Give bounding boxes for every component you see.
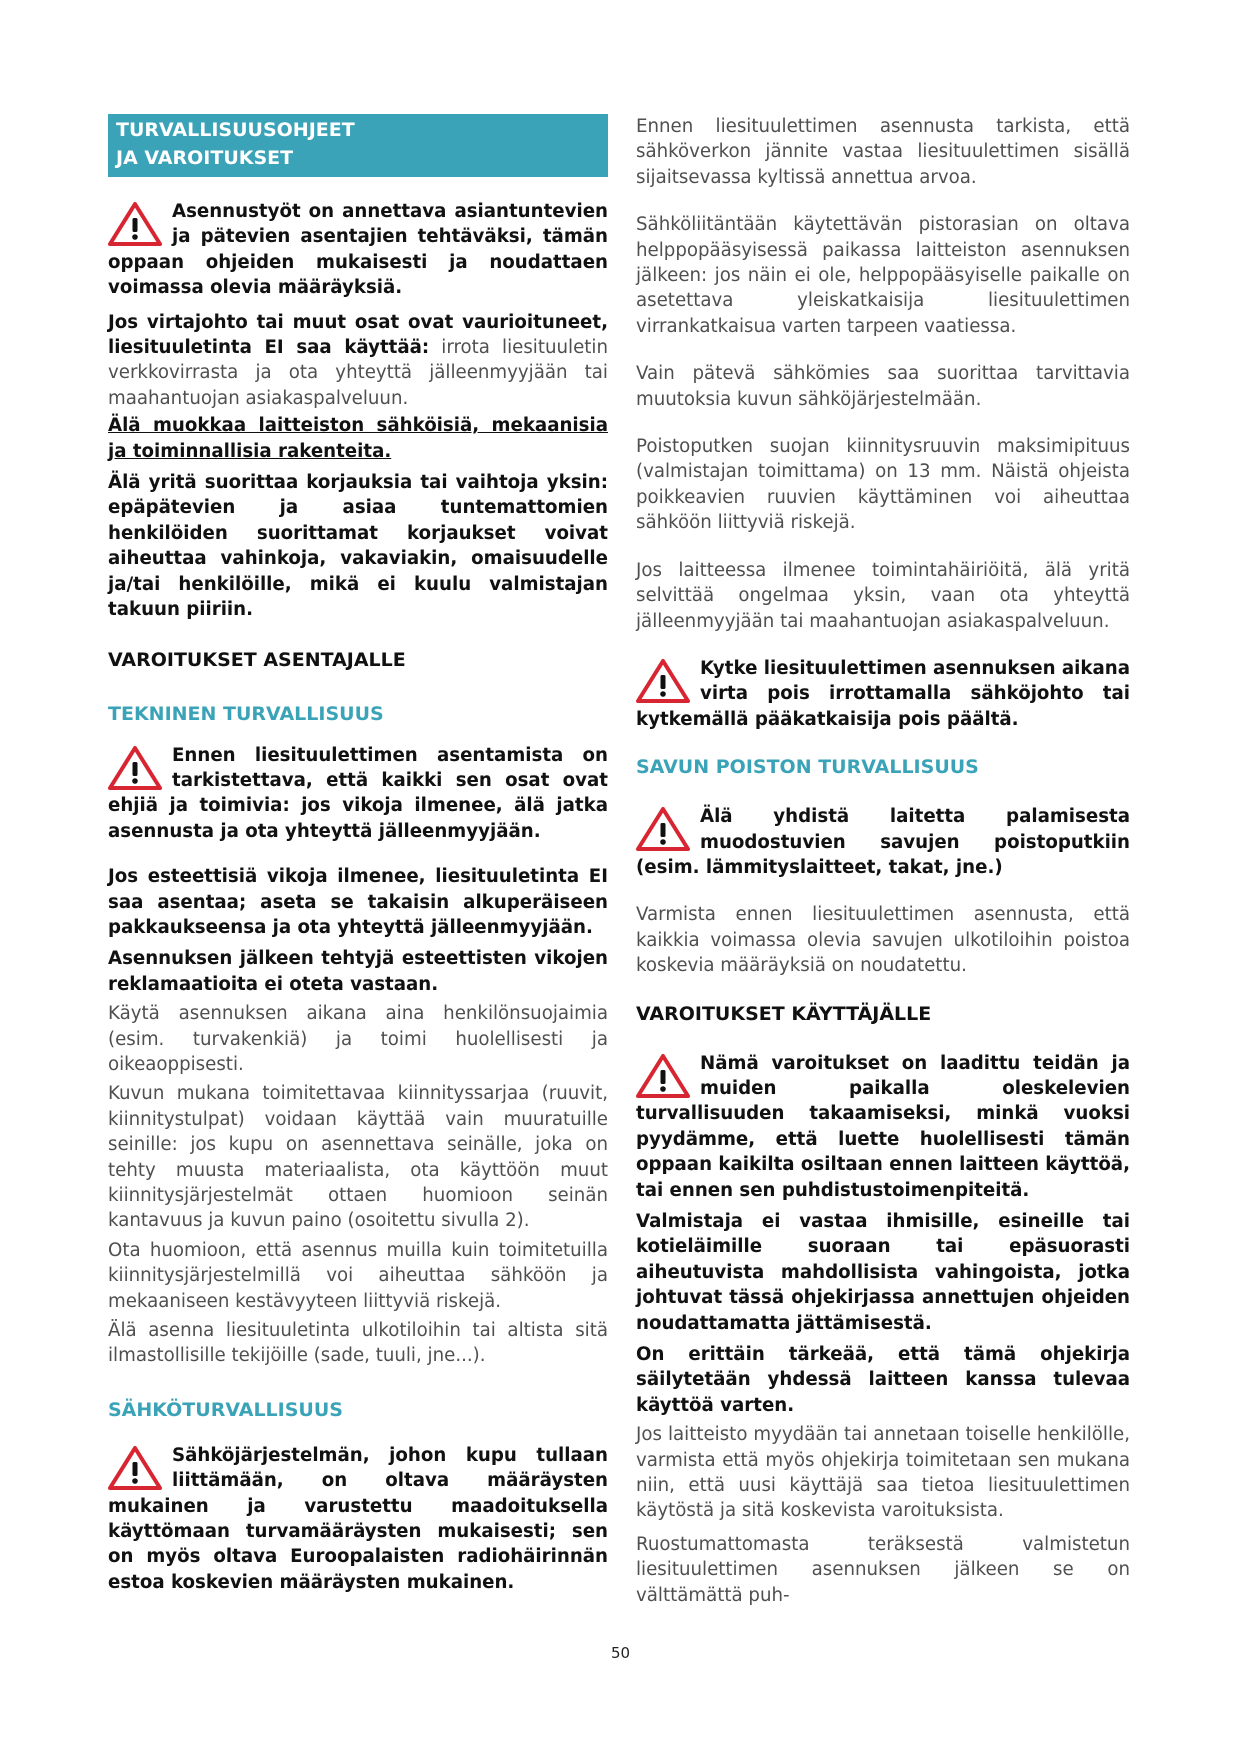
paragraph-damaged-cable bbox=[108, 310, 608, 412]
damaged-cable-bold: Jos virtajohto tai muut osat ovat vaurioituneet, liesituuletinta EI saa käyttää: bbox=[108, 311, 608, 359]
warning-block-flue bbox=[636, 804, 1130, 880]
warning-triangle-icon bbox=[636, 806, 690, 852]
heading-electrical-safety: SÄHKÖTURVALLISUUS bbox=[108, 1398, 343, 1421]
warning-text-user: Nämä varoitukset on laadittu teidän ja muiden paikalla oleskelevien turvallisuuden takaamiseksi, minkä vuoksi pyydämme, että luette huolellisesti tämän oppaan kaikilta osiltaan ennen laitteen käyttöä, tai ennen sen puhdistustoimenpiteitä. bbox=[636, 1052, 1130, 1201]
paragraph-keep-manual: On erittäin tärkeää, että tämä ohjekirja säilytetään yhdessä laitteen kanssa tulevaa käyttöä varten. bbox=[636, 1344, 1130, 1416]
warning-text-installation: Asennustyöt on annettava asiantuntevien ja pätevien asentajien tehtäväksi, tämän oppaan ohjeiden mukaisesti ja noudattaen voimassa olevia määräyksiä. bbox=[108, 201, 608, 299]
paragraph-no-modifications: Älä muokkaa laitteiston sähköisiä, mekaanisia ja toiminnallisia rakenteita. bbox=[108, 415, 608, 462]
warning-block-power-off bbox=[636, 656, 1130, 732]
section-header-line1: TURVALLISUUSOHJEET bbox=[116, 119, 355, 141]
warning-triangle-icon bbox=[108, 745, 162, 791]
heading-smoke-safety: SAVUN POISTON TURVALLISUUS bbox=[636, 756, 979, 779]
warning-triangle-icon bbox=[108, 1445, 162, 1491]
warning-text-flue: Älä yhdistä laitetta palamisesta muodostuvien savujen poistoputkiin (esim. lämmityslaitteet, takat, jne.) bbox=[636, 806, 1130, 878]
paragraph-electrician: Vain pätevä sähkömies saa suorittaa tarvittavia muutoksia kuvun sähköjärjestelmään. bbox=[636, 363, 1130, 410]
warning-block-installation bbox=[108, 199, 608, 301]
paragraph-screw-length: Poistoputken suojan kiinnitysruuvin maksimipituus (valmistajan toimittama) on 13 mm. Näistä ohjeista poikkeavien ruuvien käyttäminen voi aiheuttaa sähköön liittyviä riskejä. bbox=[636, 436, 1130, 534]
paragraph-malfunction: Jos laitteessa ilmenee toimintahäiriöitä, älä yritä selvittää ongelmaa yksin, vaan ota yhteyttä jälleenmyyjään tai maahantuojan asiakaspalveluun. bbox=[636, 559, 1130, 632]
warning-text-electrical: Sähköjärjestelmän, johon kupu tullaan liittämään, on oltava määräysten mukainen ja varustettu maadoituksella käyttömaan turvamääräysten mukaisesti; sen on myös oltava Euroopalaisten radiohäirinnän estoa koskevien määräysten mukainen. bbox=[108, 1444, 608, 1593]
paragraph-voltage: Ennen liesituulettimen asennusta tarkista, että sähköverkon jännite vastaa liesituulettimen sisällä sijaitsevassa kyltissä annettua arvoa. bbox=[636, 116, 1130, 188]
paragraph-socket: Sähköliitäntään käytettävän pistorasian on oltava helppopääsyisessä paikassa laitteiston asennuksen jälkeen: jos näin ei ole, helppopääsyiselle paikalle on asetettava yleiskatkaisija liesituulettimen virrankatkaisua varten tarpeen vaatiessa. bbox=[636, 214, 1130, 337]
warning-triangle-icon bbox=[636, 658, 690, 704]
paragraph-stainless-steel: Ruostumattomasta teräksestä valmistetun liesituulettimen asennuksen jälkeen se on välttämättä puh- bbox=[636, 1533, 1130, 1606]
paragraph-fixing-kit: Kuvun mukana toimitettavaa kiinnityssarjaa (ruuvit, kiinnitystulpat) voidaan käyttää vain muuratuille seinille: jos kupu on asennettava seinälle, joka on tehty muusta materiaalista, ota käyttöön muut kiinnitysjärjestelmät ottaen huomioon seinän kantavuus ja kuvun paino (osoitettu sivulla 2). bbox=[108, 1083, 608, 1232]
warning-triangle-icon bbox=[636, 1053, 690, 1099]
paragraph-aesthetic-defects: Jos esteettisiä vikoja ilmenee, liesituuletinta EI saa asentaa; aseta se takaisin alkuperäiseen pakkaukseensa ja ota yhteyttä jälleenmyyjään. bbox=[108, 866, 608, 938]
warning-block-inspection bbox=[108, 743, 608, 845]
left-column bbox=[108, 114, 608, 1595]
warning-block-user bbox=[636, 1051, 1130, 1203]
paragraph-protective-equipment: Käytä asennuksen aikana aina henkilönsuojaimia (esim. turvakenkiä) ja toimi huolellisesti ja oikeaoppisesti. bbox=[108, 1003, 608, 1075]
paragraph-liability: Valmistaja ei vastaa ihmisille, esineille tai kotieläimille suoraan tai epäsuorasti aiheutuvista mahdollisista vahingoista, jotka johtuvat tässä ohjekirjassa annettujen ohjeiden noudattamatta jättämisestä. bbox=[636, 1211, 1130, 1334]
paragraph-resale: Jos laitteisto myydään tai annetaan toiselle henkilölle, varmista että myös ohjekirja toimitetaan sen mukana niin, että uusi käyttäjä saa tietoa liesituulettimen käytöstä ja sitä koskevista varoituksista. bbox=[636, 1424, 1130, 1522]
warning-triangle-icon bbox=[108, 201, 162, 247]
heading-user-warnings: VAROITUKSET KÄYTTÄJÄLLE bbox=[636, 1002, 932, 1025]
warning-text-inspection: Ennen liesituulettimen asentamista on tarkistettava, että kaikki sen osat ovat ehjiä ja toimivia: jos vikoja ilmenee, älä jatka asennusta ja ota yhteyttä jälleenmyyjään. bbox=[108, 744, 608, 842]
section-header-line2: JA VAROITUKSET bbox=[116, 147, 294, 169]
section-header bbox=[108, 114, 608, 177]
paragraph-outdoor: Älä asenna liesituuletinta ulkotiloihin tai altista sitä ilmastollisille tekijöille (sade, tuuli, jne...). bbox=[108, 1320, 608, 1367]
heading-installer-warnings: VAROITUKSET ASENTAJALLE bbox=[108, 648, 406, 671]
right-column bbox=[636, 114, 1130, 1608]
paragraph-smoke-regulations: Varmista ennen liesituulettimen asennusta, että kaikkia voimassa olevia savujen ulkotiloihin poistoa koskevia määräyksiä on noudatettu. bbox=[636, 904, 1130, 977]
paragraph-no-repairs: Älä yritä suorittaa korjauksia tai vaihtoja yksin: epäpätevien ja asiaa tuntemattomien henkilöiden suorittamat korjaukset voivat aiheuttaa vahinkoja, vakaviakin, omaisuudelle ja/tai henkilöille, mikä ei kuulu valmistajan takuun piiriin. bbox=[108, 472, 608, 621]
page-number: 50 bbox=[610, 1644, 631, 1662]
paragraph-claims: Asennuksen jälkeen tehtyjä esteettisten vikojen reklamaatioita ei oteta vastaan. bbox=[108, 948, 608, 995]
paragraph-other-fixings: Ota huomioon, että asennus muilla kuin toimitetuilla kiinnitysjärjestelmillä voi aiheuttaa sähköön ja mekaaniseen kestävyyteen liittyviä riskejä. bbox=[108, 1239, 608, 1312]
heading-technical-safety: TEKNINEN TURVALLISUUS bbox=[108, 702, 384, 725]
warning-block-electrical bbox=[108, 1443, 608, 1595]
damaged-cable-text: irrota liesituuletin verkkovirrasta ja ota yhteyttä jälleenmyyjään tai maahantuojan asiakaspalveluun. bbox=[108, 337, 608, 409]
warning-text-power-off: Kytke liesituulettimen asennuksen aikana virta pois irrottamalla sähköjohto tai kytkemällä pääkatkaisija pois päältä. bbox=[636, 657, 1130, 730]
